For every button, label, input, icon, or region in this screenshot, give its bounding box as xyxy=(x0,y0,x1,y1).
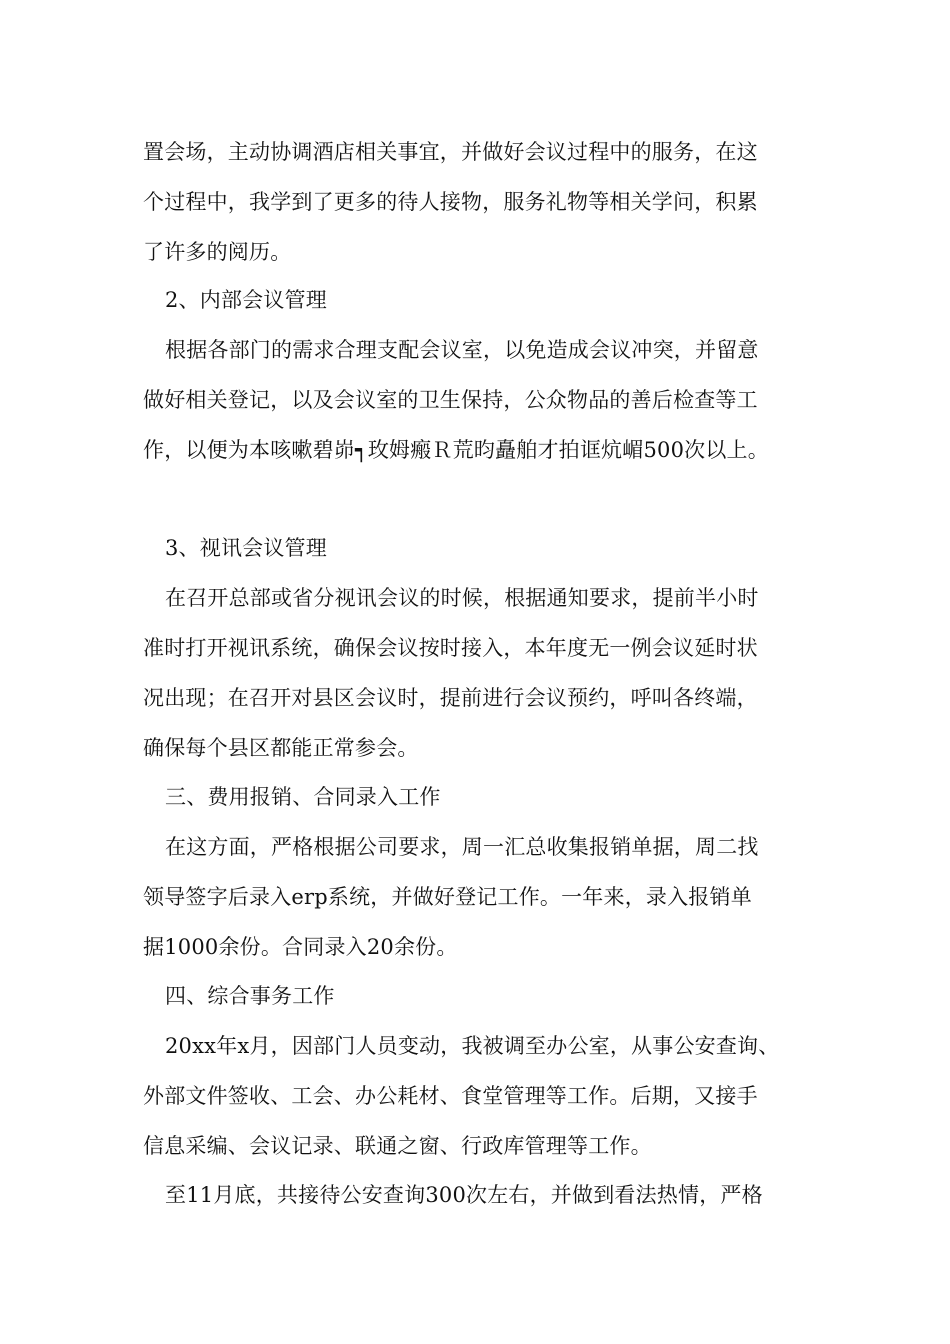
paragraph-video-conference xyxy=(143,573,823,773)
text-line: 外部文件签收、工会、办公耗材、食堂管理等工作。后期，又接手 xyxy=(143,1084,758,1108)
text-line: 置会场，主动协调酒店相关事宜，并做好会议过程中的服务，在这 xyxy=(143,140,758,164)
section-heading-internal-meetings xyxy=(143,275,823,325)
text-line: 做好相关登记，以及会议室的卫生保持，公众物品的善后检查等工 xyxy=(143,388,758,412)
text-line: 况出现；在召开对县区会议时，提前进行会议预约，呼叫各终端， xyxy=(143,686,758,710)
text-line: 确保每个县区都能正常参会。 xyxy=(143,736,419,760)
heading-text: 2、内部会议管理 xyxy=(165,288,327,312)
section-heading-general-affairs xyxy=(143,971,823,1021)
heading-text: 四、综合事务工作 xyxy=(165,984,335,1008)
text-line: 作，以便为本咳嗽碧峁┑玫姆瘢Ｒ荒昀矗舶才拍诓炕嵋500次以上。 xyxy=(143,438,769,462)
section-heading-expenses-contracts xyxy=(143,772,823,822)
paragraph-internal-meetings xyxy=(143,325,823,475)
paragraph-police-inquiries xyxy=(143,1170,823,1220)
paragraph-general-affairs xyxy=(143,1021,823,1171)
text-line: 20xx年x月，因部门人员变动，我被调至办公室，从事公安查询、 xyxy=(165,1034,780,1058)
heading-text: 三、费用报销、合同录入工作 xyxy=(165,785,441,809)
text-line: 准时打开视讯系统，确保会议按时接入，本年度无一例会议延时状 xyxy=(143,636,758,660)
text-line: 信息采编、会议记录、联通之窗、行政库管理等工作。 xyxy=(143,1134,652,1158)
text-line: 了许多的阅历。 xyxy=(143,240,292,264)
text-line: 在召开总部或省分视讯会议的时候，根据通知要求，提前半小时 xyxy=(165,586,759,610)
text-line: 据1000余份。合同录入20余份。 xyxy=(143,935,458,959)
text-line: 个过程中，我学到了更多的待人接物，服务礼物等相关学问，积累 xyxy=(143,190,758,214)
text-line: 领导签字后录入erp系统，并做好登记工作。一年来，录入报销单 xyxy=(143,885,752,909)
heading-text: 3、视讯会议管理 xyxy=(165,536,327,560)
text-line: 在这方面，严格根据公司要求，周一汇总收集报销单据，周二找 xyxy=(165,835,759,859)
section-heading-video-conference xyxy=(143,523,823,573)
paragraph-expenses-contracts xyxy=(143,822,823,972)
text-line: 根据各部门的需求合理支配会议室，以免造成会议冲突，并留意 xyxy=(165,338,759,362)
paragraph-continuation xyxy=(143,127,823,277)
text-line: 至11月底，共接待公安查询300次左右，并做到看法热情，严格 xyxy=(165,1183,763,1207)
